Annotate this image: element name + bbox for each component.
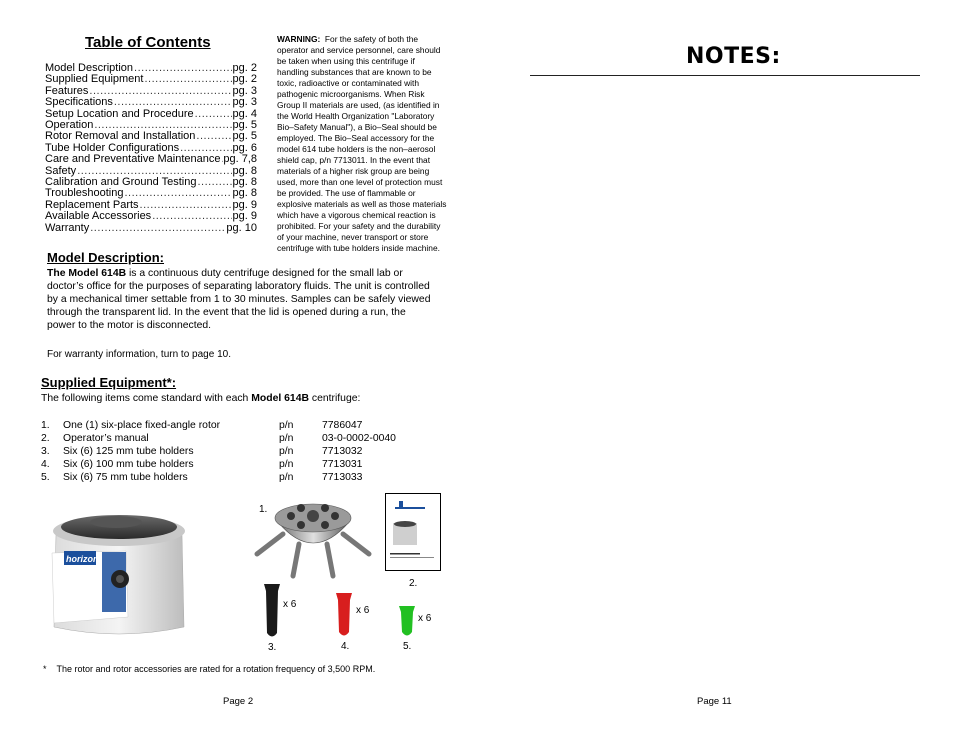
toc-item-label: Warranty <box>45 221 90 234</box>
toc-leader-dots <box>195 109 232 120</box>
toc-item <box>45 97 257 108</box>
equipment-pn: 7713031 <box>322 459 363 470</box>
toc-leader-dots <box>140 200 232 211</box>
equipment-desc: Six (6) 75 mm tube holders <box>63 472 188 483</box>
toc-item <box>45 154 257 165</box>
figure-label-rotor: 1. <box>259 504 268 515</box>
equipment-pn-label: p/n <box>279 420 294 431</box>
model-description-title: Model Description: <box>47 250 165 265</box>
equipment-row <box>41 432 461 445</box>
equipment-pn-label: p/n <box>279 472 294 483</box>
toc-list <box>45 63 257 234</box>
toc-item-page: pg. 7,8 <box>223 153 257 166</box>
equipment-pn-label: p/n <box>279 446 294 457</box>
equipment-num: 3. <box>41 446 50 457</box>
operator-manual-image <box>385 493 441 571</box>
toc-item-label: Operation <box>45 119 94 132</box>
toc-leader-dots <box>222 154 223 165</box>
toc-leader-dots <box>134 63 231 74</box>
equipment-num: 1. <box>41 420 50 431</box>
figure-label-tube75: 5. <box>403 641 412 652</box>
toc-item-page: pg. 5 <box>232 130 257 143</box>
toc-item-label: Available Accessories <box>45 210 152 223</box>
toc-leader-dots <box>144 74 231 85</box>
warning-label: WARNING: <box>277 34 321 44</box>
tube-holder-100mm-image <box>335 592 353 639</box>
toc-leader-dots <box>124 188 231 199</box>
toc-item-label: Rotor Removal and Installation <box>45 130 196 143</box>
page-number-right: Page 11 <box>697 696 732 707</box>
footnote-mark: * <box>43 664 47 674</box>
toc-item <box>45 223 257 234</box>
warning-text: For the safety of both the operator and service personnel, care should be taken when using this centrifuge if handling substances that are known to be toxic, radioactive or contaminated with pathogenic microorganisms. When Risk Group II materials are used, (as identified in the World Health Organization "Laboratory Bio–Safety Manual"), a Bio–Seal should be employed. The Bio–Seal accessory for the model 614 tube holders is the non–aerosol shield cap, p/n 7713011. In the event that materials of a higher risk group are being used, more than one level of protection must be provided. The use of flammable or explosive materials as well as those materials which have a vigorous chemical reaction is prohibited. For your safety and the durability of your machine, never transport or store centrifuge with tube holders inside machine. <box>277 34 447 253</box>
tube-holder-125mm-image <box>263 583 281 640</box>
toc-item-page: pg. 2 <box>232 73 257 86</box>
notes-title: NOTES: <box>686 44 781 69</box>
equipment-row <box>41 458 461 471</box>
equipment-pn: 03-0-0002-0040 <box>322 433 396 444</box>
qty-label-100: x 6 <box>356 605 370 616</box>
toc-item-label: Setup Location and Procedure <box>45 107 194 120</box>
warning-block <box>277 34 447 254</box>
toc-item-page: pg. 8 <box>232 176 257 189</box>
intro-text: The following items come standard with each <box>41 393 252 404</box>
model-name: The Model 614B <box>47 268 127 279</box>
model-description-text: is a continuous duty centrifuge designed for the small lab or doctor’s office for the purposes of separating laboratory fluids. The unit is controlled by a mechanical timer settable from 1 to 30 minutes. Samples can be safely viewed through the transparent lid. In the event that the lid is opened during a run, the power to the motor is disconnected. <box>47 268 431 331</box>
toc-leader-dots <box>114 97 232 108</box>
equipment-pn-label: p/n <box>279 433 294 444</box>
toc-item-page: pg. 9 <box>232 198 257 211</box>
page-number-left: Page 2 <box>223 696 254 707</box>
toc-item-label: Model Description <box>45 62 134 74</box>
equipment-num: 4. <box>41 459 50 470</box>
equipment-pn: 7786047 <box>322 420 363 431</box>
svg-text:horizon: horizon <box>66 554 99 564</box>
supplied-equipment-title: Supplied Equipment*: <box>41 375 177 390</box>
equipment-pn: 7713032 <box>322 446 363 457</box>
equipment-desc: One (1) six-place fixed-angle rotor <box>63 420 221 431</box>
footnote-text: The rotor and rotor accessories are rated for a rotation frequency of 3,500 RPM. <box>56 664 376 674</box>
toc-item-page: pg. 6 <box>232 141 257 154</box>
toc-item-page: pg. 4 <box>232 107 257 120</box>
toc-item <box>45 211 257 222</box>
qty-label-75: x 6 <box>418 613 432 624</box>
toc-item-page: pg. 2 <box>232 62 257 74</box>
toc-item-label: Calibration and Ground Testing <box>45 176 197 189</box>
toc-item-label: Troubleshooting <box>45 187 124 200</box>
intro-text-end: centrifuge: <box>308 393 361 404</box>
tube-holder-75mm-image <box>398 605 416 639</box>
warranty-note: For warranty information, turn to page 10. <box>47 349 231 360</box>
toc-item-page: pg. 8 <box>232 187 257 200</box>
toc-leader-dots <box>196 131 231 142</box>
equipment-desc: Six (6) 125 mm tube holders <box>63 446 194 457</box>
intro-model: Model 614B <box>251 393 309 404</box>
figure-label-tube125: 3. <box>268 642 277 653</box>
toc-item-label: Specifications <box>45 96 113 109</box>
equipment-desc: Six (6) 100 mm tube holders <box>63 459 194 470</box>
toc-leader-dots <box>90 223 225 234</box>
equipment-num: 2. <box>41 433 50 444</box>
toc-item-page: pg. 3 <box>232 96 257 109</box>
toc-item-page: pg. 3 <box>232 84 257 97</box>
equipment-pn-label: p/n <box>279 459 294 470</box>
notes-rule <box>530 75 920 76</box>
toc-item-page: pg. 10 <box>226 221 257 234</box>
equipment-row <box>41 419 461 432</box>
equipment-num: 5. <box>41 472 50 483</box>
toc-item-label: Features <box>45 84 89 97</box>
toc-leader-dots <box>197 177 231 188</box>
toc-item-page: pg. 5 <box>232 119 257 132</box>
toc-leader-dots <box>152 211 231 222</box>
figure-label-manual: 2. <box>409 578 418 589</box>
equipment-pn: 7713033 <box>322 472 363 483</box>
qty-label-125: x 6 <box>283 599 297 610</box>
supplied-equipment-list <box>41 419 461 484</box>
rotor-image <box>253 492 373 582</box>
equipment-row <box>41 471 461 484</box>
toc-item-label: Safety <box>45 164 77 177</box>
toc-item-page: pg. 8 <box>232 164 257 177</box>
toc-item-page: pg. 9 <box>232 210 257 223</box>
toc-item-label: Replacement Parts <box>45 198 139 211</box>
footnote <box>43 664 375 674</box>
toc-item-label: Care and Preventative Maintenance <box>45 153 221 166</box>
toc-item-label: Supplied Equipment <box>45 73 144 86</box>
centrifuge-image <box>44 507 190 641</box>
toc-item-label: Tube Holder Configurations <box>45 141 180 154</box>
figure-label-tube100: 4. <box>341 641 350 652</box>
model-description-body <box>47 267 432 332</box>
equipment-desc: Operator’s manual <box>63 433 149 444</box>
supplied-equipment-intro <box>41 393 360 404</box>
toc-title: Table of Contents <box>85 34 211 51</box>
equipment-row <box>41 445 461 458</box>
